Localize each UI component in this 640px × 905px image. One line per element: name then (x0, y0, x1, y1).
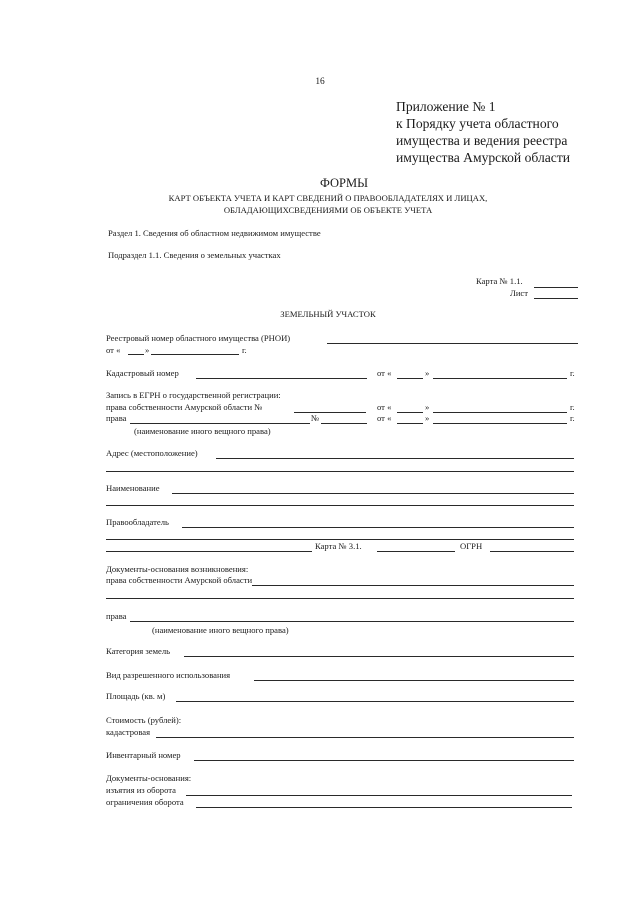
withdrawal-line (186, 795, 572, 796)
area-line (176, 701, 574, 702)
holder-label: Правообладатель (106, 517, 169, 527)
egrn-right-number-sign: № (311, 413, 320, 423)
docs-origin-label: Документы-основания возникновения: (106, 564, 249, 574)
egrn-other-right-hint: (наименование иного вещного права) (134, 426, 271, 436)
appendix-line-2: к Порядку учета областного (396, 116, 559, 131)
sheet-number-line (534, 298, 578, 299)
cadastral-date-close: » (425, 368, 430, 378)
egrn-ownership-line (294, 412, 366, 413)
egrn-right-month-line (433, 423, 567, 424)
rnoi-label: Реестровый номер областного имущества (РНОИ) (106, 333, 291, 343)
inventory-line (194, 760, 574, 761)
egrn-right-label: права (106, 413, 127, 423)
egrn-ownership-date-close: » (425, 402, 430, 412)
docs-right-label: права (106, 611, 127, 621)
appendix-line-1: Приложение № 1 (396, 99, 496, 114)
egrn-label: Запись в ЕГРН о государственной регистрации: (106, 390, 281, 400)
cadastral-year: г. (570, 368, 575, 378)
forms-subtitle-1: КАРТ ОБЪЕКТА УЧЕТА И КАРТ СВЕДЕНИЙ О ПРАВООБЛАДАТЕЛЯХ И ЛИЦАХ, (168, 193, 488, 203)
appendix-line-4: имущества Амурской области (396, 150, 571, 165)
holder-ogrn-line (490, 551, 574, 552)
holder-card-line (377, 551, 455, 552)
page-number: 16 (315, 77, 325, 87)
address-line-1 (216, 458, 574, 459)
holder-line-1 (182, 527, 574, 528)
docs-basis-label: Документы-основания: (106, 773, 192, 783)
egrn-right-date-from: от « (377, 413, 392, 423)
egrn-right-year: г. (570, 413, 575, 423)
cadastral-line (196, 378, 367, 379)
rnoi-year: г. (242, 345, 247, 355)
land-category-line (184, 656, 574, 657)
land-category-label: Категория земель (106, 646, 171, 656)
egrn-ownership-month-line (433, 412, 567, 413)
docs-ownership-line-2 (106, 598, 574, 599)
cadastral-label: Кадастровый номер (106, 368, 179, 378)
withdrawal-label: изъятия из оборота (106, 785, 176, 795)
egrn-ownership-date-from: от « (377, 402, 392, 412)
docs-other-right-hint: (наименование иного вещного права) (152, 625, 289, 635)
section-title: Раздел 1. Сведения об областном недвижимом имуществе (108, 228, 321, 238)
restriction-line (196, 807, 572, 808)
docs-right-line (130, 621, 574, 622)
rnoi-date-close: » (145, 345, 150, 355)
forms-title: ФОРМЫ (319, 176, 369, 190)
card-number-line (534, 287, 578, 288)
cadastral-day-line (397, 378, 423, 379)
egrn-right-day-line (397, 423, 423, 424)
egrn-ownership-year: г. (570, 402, 575, 412)
egrn-right-date-close: » (425, 413, 430, 423)
forms-subtitle-2: ОБЛАДАЮЩИХСВЕДЕНИЯМИ ОБ ОБЪЕКТЕ УЧЕТА (223, 205, 433, 215)
area-label: Площадь (кв. м) (106, 691, 166, 701)
permitted-use-line (254, 680, 574, 681)
egrn-right-number-line (321, 423, 367, 424)
docs-ownership-label: права собственности Амурской области (106, 575, 253, 585)
name-label: Наименование (106, 483, 160, 493)
cadastral-date-from: от « (377, 368, 392, 378)
permitted-use-label: Вид разрешенного использования (106, 670, 231, 680)
rnoi-day-line (128, 354, 144, 355)
rnoi-date-from: от « (106, 345, 121, 355)
inventory-label: Инвентарный номер (106, 750, 181, 760)
holder-line-2 (106, 539, 574, 540)
egrn-ownership-day-line (397, 412, 423, 413)
card-title: ЗЕМЕЛЬНЫЙ УЧАСТОК (280, 309, 376, 319)
egrn-ownership-label: права собственности Амурской области № (106, 402, 263, 412)
egrn-right-line (130, 423, 310, 424)
rnoi-month-line (151, 354, 239, 355)
cadastral-month-line (433, 378, 567, 379)
appendix-line-3: имущества и ведения реестра (396, 133, 568, 148)
name-line-1 (172, 493, 574, 494)
holder-card-31: Карта № 3.1. (315, 541, 362, 551)
subsection-title: Подраздел 1.1. Сведения о земельных участках (108, 250, 281, 260)
holder-line-3 (106, 551, 312, 552)
rnoi-line (327, 343, 578, 344)
name-line-2 (106, 505, 574, 506)
cost-cadastral-line (156, 737, 574, 738)
sheet-label: Лист (510, 288, 528, 298)
restriction-label: ограничения оборота (106, 797, 184, 807)
cost-cadastral-label: кадастровая (106, 727, 151, 737)
address-line-2 (106, 471, 574, 472)
card-label: Карта № 1.1. (476, 276, 523, 286)
address-label: Адрес (местоположение) (106, 448, 198, 458)
cost-label: Стоимость (рублей): (106, 715, 182, 725)
docs-ownership-line-1 (252, 585, 574, 586)
holder-ogrn: ОГРН (460, 541, 483, 551)
